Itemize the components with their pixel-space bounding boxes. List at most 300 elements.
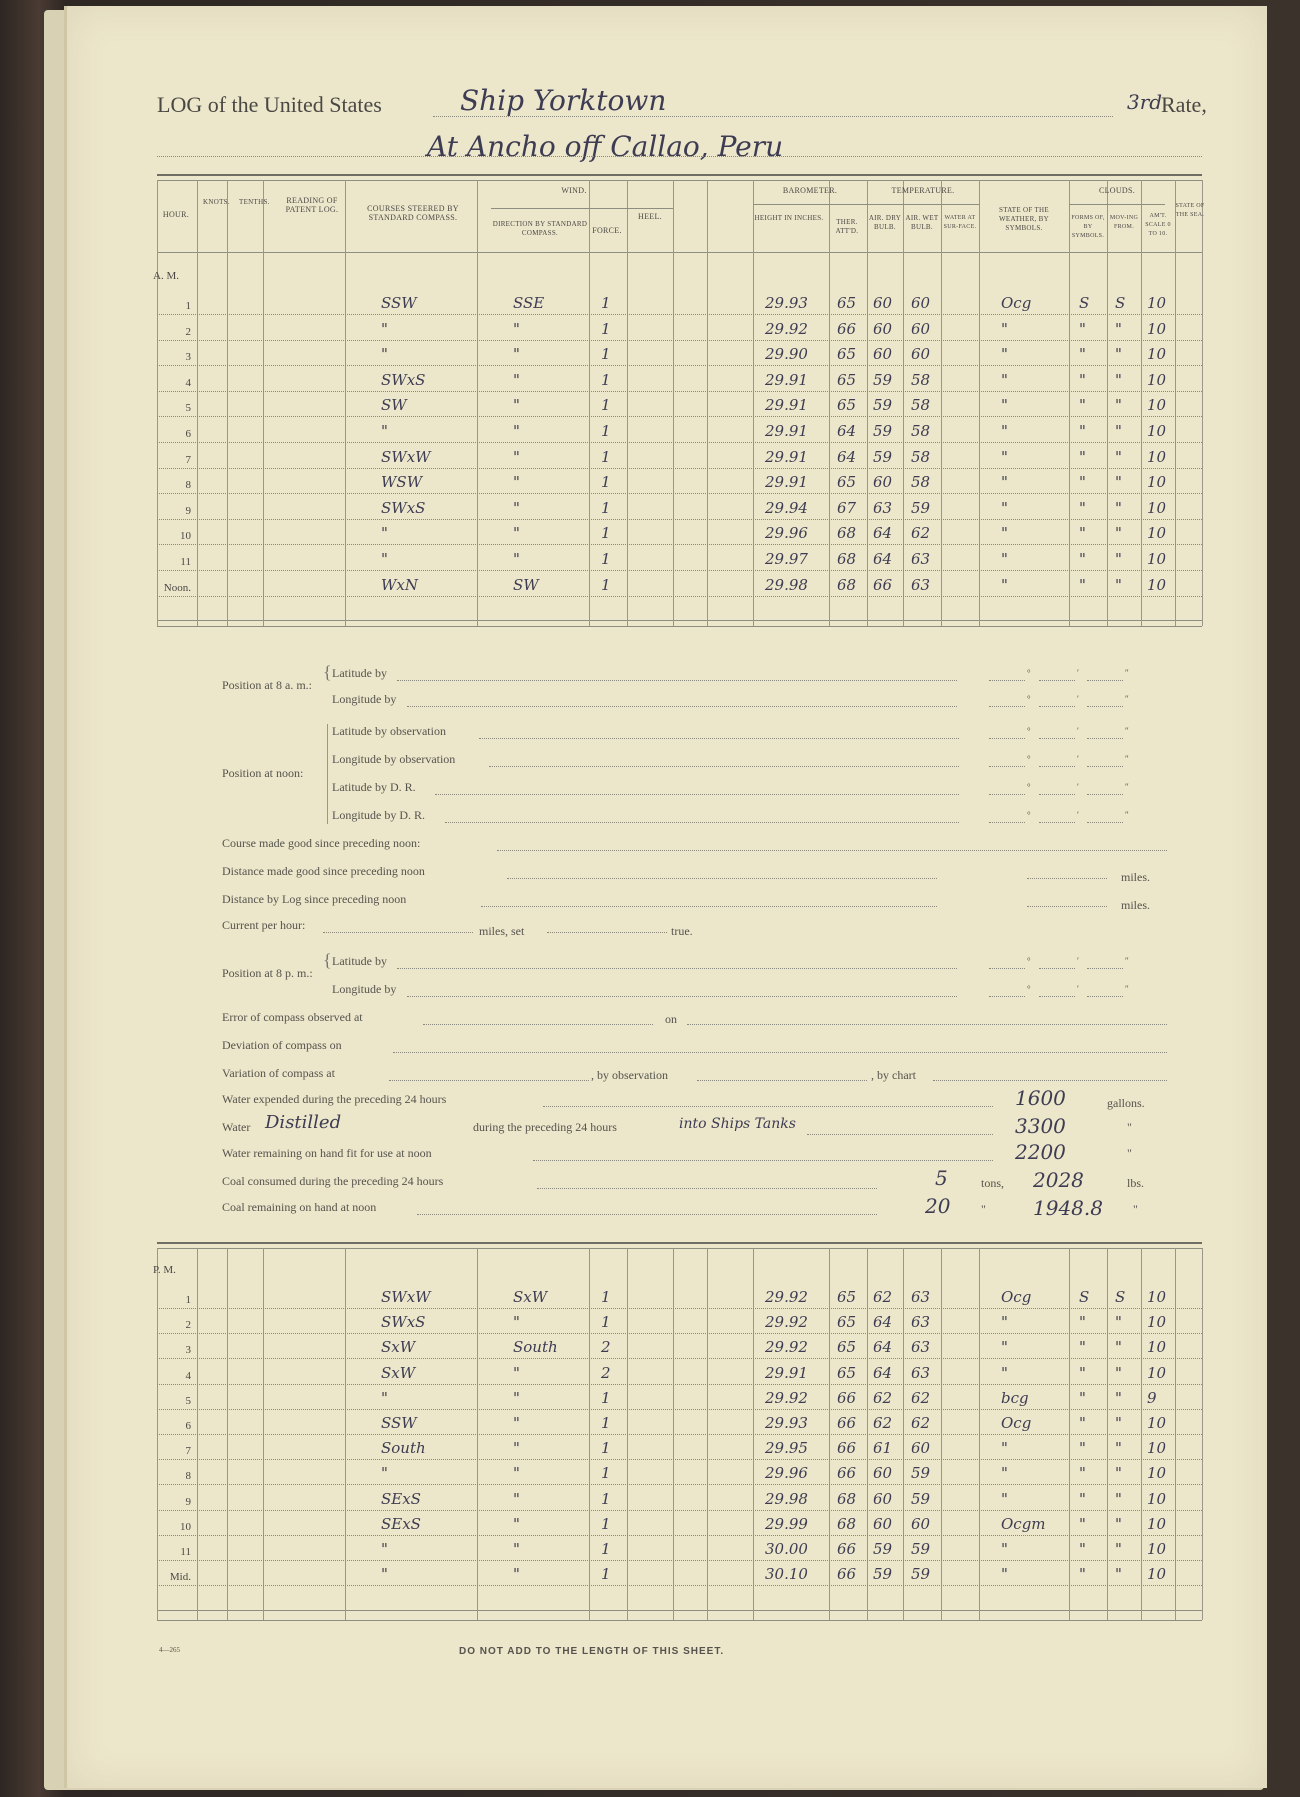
- am-air-wet-bulb: 62: [911, 524, 931, 543]
- pm-air-dry-bulb: 60: [873, 1514, 893, 1533]
- am-cloud-amount: 10: [1147, 575, 1167, 594]
- am-table-top: [157, 174, 1202, 176]
- col-knots: KNOTS.: [203, 198, 230, 206]
- am-weather-state: ": [1001, 550, 1008, 568]
- am-wind-force: 1: [601, 422, 611, 440]
- pm-air-wet-bulb: 60: [911, 1514, 931, 1533]
- pm-wind-direction: ": [513, 1363, 520, 1382]
- column-divider: [1175, 180, 1176, 626]
- dms-mark: °: [1027, 754, 1031, 764]
- am-barometer-ther: 65: [837, 345, 857, 364]
- am-wind-force: 1: [601, 575, 611, 594]
- pm-barometer-height: 29.92: [765, 1338, 808, 1357]
- am-cloud-moving: ": [1115, 319, 1122, 338]
- pm-wind-force: 2: [601, 1338, 611, 1357]
- dms-blank: [989, 766, 1025, 767]
- ship-name: Ship Yorktown: [460, 84, 667, 117]
- am-cloud-amount: 10: [1147, 294, 1167, 312]
- deviation-label: Deviation of compass on: [222, 1038, 342, 1052]
- pm-wind-direction: ": [513, 1439, 520, 1458]
- am-barometer-ther: 64: [837, 447, 857, 466]
- clouds-subheader-line: [1069, 204, 1165, 205]
- am-hour: 3: [185, 351, 191, 364]
- am-course: ": [381, 524, 388, 543]
- row-rule: [157, 1459, 1202, 1460]
- col-baro-height: HEIGHT IN INCHES.: [754, 214, 824, 222]
- col-clouds: CLOUDS.: [1098, 186, 1136, 195]
- current-label: Current per hour:: [222, 918, 306, 932]
- course-made-label: Course made good since preceding noon:: [222, 836, 421, 850]
- pm-cloud-amount: 10: [1147, 1540, 1167, 1558]
- pm-wind-force: 1: [601, 1540, 611, 1558]
- am-cloud-forms: ": [1079, 447, 1086, 466]
- pm-barometer-height: 29.92: [765, 1388, 808, 1407]
- pm-table-bottom2: [157, 1620, 1202, 1621]
- am-barometer-height: 29.93: [765, 294, 808, 312]
- row-rule: [157, 468, 1202, 469]
- pm-course: SWxW: [381, 1288, 431, 1306]
- ship-location: At Ancho off Callao, Peru: [427, 130, 784, 163]
- dist-log-label: Distance by Log since preceding noon: [222, 892, 407, 906]
- row-rule: [157, 1409, 1202, 1410]
- pm-wind-force: 1: [601, 1288, 611, 1306]
- am-table-bottom2: [157, 626, 1202, 627]
- pm-cloud-amount: 10: [1147, 1514, 1167, 1533]
- water-during-label: during the preceding 24 hours: [473, 1120, 617, 1134]
- pm-cloud-moving: ": [1115, 1565, 1122, 1584]
- brace-8pm: {: [323, 950, 332, 970]
- pm-barometer-ther: 66: [837, 1439, 857, 1458]
- am-weather-state: ": [1001, 498, 1008, 517]
- col-wind-force: FORCE.: [592, 226, 622, 235]
- column-divider: [1141, 180, 1142, 626]
- coal-remaining-label: Coal remaining on hand at noon: [222, 1200, 377, 1214]
- dms-blank: [989, 706, 1025, 707]
- am-hour: 11: [180, 556, 191, 568]
- dist-log-value-line: [1027, 906, 1107, 907]
- am-weather-state: ": [1001, 575, 1008, 594]
- dms-mark: ′: [1077, 668, 1079, 678]
- course-made-line: [497, 850, 1167, 851]
- pm-barometer-ther: 65: [837, 1288, 857, 1306]
- am-wind-force: 1: [601, 550, 611, 568]
- am-cloud-amount: 10: [1147, 422, 1167, 440]
- dms-mark: °: [1027, 810, 1031, 820]
- am-cloud-amount: 10: [1147, 447, 1167, 466]
- water-distilled-label: Water: [222, 1120, 251, 1134]
- location-dotted-line: [157, 156, 1202, 157]
- am-air-dry-bulb: 63: [873, 498, 893, 517]
- pm-barometer-height: 29.96: [765, 1464, 808, 1483]
- col-tenths: TENTHS.: [239, 198, 270, 206]
- pm-cloud-amount: 10: [1147, 1363, 1167, 1382]
- am-air-dry-bulb: 59: [873, 422, 893, 440]
- am-air-wet-bulb: 58: [911, 370, 931, 389]
- pm-wind-direction: South: [513, 1338, 558, 1357]
- pm-barometer-height: 29.98: [765, 1489, 808, 1508]
- am-label: A. M.: [153, 270, 179, 282]
- col-wind: WIND.: [561, 186, 587, 195]
- pm-course: SSW: [381, 1414, 417, 1432]
- dms-blank: [989, 968, 1025, 969]
- am-barometer-height: 29.92: [765, 319, 808, 338]
- am-cloud-moving: ": [1115, 396, 1122, 415]
- dms-blank: [1087, 680, 1123, 681]
- dms-blank: [1039, 822, 1075, 823]
- pm-hour: 4: [185, 1369, 191, 1382]
- noon-lat-obs-label: Latitude by observation: [332, 724, 446, 738]
- am-cloud-forms: S: [1079, 294, 1090, 312]
- column-divider: [941, 180, 942, 626]
- col-air-wet: AIR. WET BULB.: [905, 214, 939, 231]
- am-barometer-ther: 64: [837, 422, 857, 440]
- pm-cloud-amount: 10: [1147, 1288, 1167, 1306]
- am-air-dry-bulb: 60: [873, 319, 893, 338]
- coal-consumed-lbs-unit: lbs.: [1127, 1176, 1145, 1190]
- pm-air-dry-bulb: 64: [873, 1313, 893, 1332]
- pos-8am-lat-line: [397, 680, 957, 681]
- pm-weather-state: ": [1001, 1464, 1008, 1483]
- am-barometer-height: 29.91: [765, 473, 808, 492]
- pm-wind-direction: ": [513, 1388, 520, 1407]
- am-wind-direction: ": [513, 319, 520, 338]
- dms-blank: [1039, 996, 1075, 997]
- am-barometer-ther: 68: [837, 550, 857, 568]
- pm-cloud-moving: ": [1115, 1439, 1122, 1458]
- am-barometer-height: 29.91: [765, 422, 808, 440]
- footer-notice: DO NOT ADD TO THE LENGTH OF THIS SHEET.: [459, 1646, 725, 1657]
- pm-cloud-forms: ": [1079, 1464, 1086, 1483]
- dms-mark: ″: [1125, 754, 1129, 764]
- pm-cloud-amount: 9: [1147, 1388, 1157, 1407]
- current-set-line: [547, 932, 667, 933]
- am-barometer-height: 29.97: [765, 550, 808, 568]
- am-wind-direction: ": [513, 447, 520, 466]
- row-rule: [157, 1434, 1202, 1435]
- water-expended-value: 1600: [1015, 1086, 1066, 1110]
- am-wind-direction: ": [513, 396, 520, 415]
- current-value-line: [323, 932, 473, 933]
- column-divider: [227, 180, 228, 626]
- pm-weather-state: ": [1001, 1363, 1008, 1382]
- pm-cloud-moving: ": [1115, 1338, 1122, 1357]
- pm-course: SExS: [381, 1514, 421, 1533]
- am-cloud-forms: ": [1079, 396, 1086, 415]
- pm-air-dry-bulb: 64: [873, 1363, 893, 1382]
- error-on-line: [687, 1024, 1167, 1025]
- dms-mark: ′: [1077, 810, 1079, 820]
- pm-air-wet-bulb: 63: [911, 1288, 931, 1306]
- dms-mark: ″: [1125, 984, 1129, 994]
- pm-barometer-height: 29.92: [765, 1313, 808, 1332]
- pos-8am-lat-label: Latitude by: [332, 666, 387, 680]
- pm-cloud-amount: 10: [1147, 1464, 1167, 1483]
- am-barometer-ther: 65: [837, 294, 857, 312]
- water-remaining-value: 2200: [1015, 1140, 1066, 1164]
- am-cloud-amount: 10: [1147, 550, 1167, 568]
- pm-weather-state: ": [1001, 1313, 1008, 1332]
- am-barometer-height: 29.94: [765, 498, 808, 517]
- pos-8am-long-line: [407, 706, 957, 707]
- col-heel: HEEL.: [638, 212, 662, 221]
- am-barometer-height: 29.96: [765, 524, 808, 543]
- row-rule: [157, 519, 1202, 520]
- am-course: ": [381, 422, 388, 440]
- am-course: SWxS: [381, 498, 426, 517]
- dms-mark: ″: [1125, 782, 1129, 792]
- column-divider: [197, 180, 198, 626]
- am-course: WSW: [381, 473, 423, 492]
- pm-wind-force: 1: [601, 1514, 611, 1533]
- am-cloud-forms: ": [1079, 422, 1086, 440]
- noon-lat-dr-line: [435, 794, 959, 795]
- am-wind-direction: SSE: [513, 294, 545, 312]
- col-hour: HOUR.: [162, 210, 190, 219]
- column-divider: [753, 180, 754, 626]
- pm-hour: 8: [185, 1470, 191, 1483]
- variation-obs-line: [697, 1080, 867, 1081]
- pm-air-dry-bulb: 61: [873, 1439, 893, 1458]
- deviation-line: [393, 1052, 1167, 1053]
- pm-hour: Mid.: [169, 1571, 191, 1584]
- log-title-prefix: LOG of the United States: [157, 92, 382, 117]
- am-wind-direction: SW: [513, 575, 539, 594]
- am-weather-state: ": [1001, 447, 1008, 466]
- am-wind-force: 1: [601, 498, 611, 517]
- pm-course: ": [381, 1388, 388, 1407]
- dms-blank: [1087, 766, 1123, 767]
- pm-barometer-height: 30.10: [765, 1565, 808, 1584]
- dms-blank: [989, 794, 1025, 795]
- row-rule: [157, 314, 1202, 315]
- am-weather-state: ": [1001, 422, 1008, 440]
- pm-hour: 5: [185, 1394, 191, 1407]
- dms-blank: [1039, 794, 1075, 795]
- pm-wind-force: 2: [601, 1363, 611, 1382]
- dist-made-label: Distance made good since preceding noon: [222, 864, 425, 878]
- dist-log-line: [481, 906, 937, 907]
- am-wind-direction: ": [513, 498, 520, 517]
- am-wind-direction: ": [513, 524, 520, 543]
- pm-air-wet-bulb: 59: [911, 1540, 931, 1558]
- am-weather-state: ": [1001, 319, 1008, 338]
- row-rule: [157, 1510, 1202, 1511]
- am-course: WxN: [381, 575, 419, 594]
- am-air-dry-bulb: 64: [873, 550, 893, 568]
- pm-weather-state: ": [1001, 1565, 1008, 1584]
- wind-subheader-line: [491, 208, 673, 209]
- am-wind-direction: ": [513, 345, 520, 364]
- dms-mark: ′: [1077, 956, 1079, 966]
- col-cloud-moving: MOV-ING FROM.: [1109, 215, 1139, 230]
- am-air-dry-bulb: 60: [873, 345, 893, 364]
- error-label: Error of compass observed at: [222, 1010, 363, 1024]
- dms-blank: [1039, 706, 1075, 707]
- am-barometer-height: 29.98: [765, 575, 808, 594]
- dms-blank: [1087, 738, 1123, 739]
- am-weather-state: ": [1001, 524, 1008, 543]
- am-cloud-amount: 10: [1147, 345, 1167, 364]
- pos-8pm-lat-line: [397, 968, 957, 969]
- pm-cloud-moving: ": [1115, 1313, 1122, 1332]
- am-wind-force: 1: [601, 370, 611, 389]
- pm-air-dry-bulb: 62: [873, 1288, 893, 1306]
- pm-cloud-forms: ": [1079, 1338, 1086, 1357]
- pm-air-wet-bulb: 60: [911, 1439, 931, 1458]
- row-rule: [157, 365, 1202, 366]
- am-wind-direction: ": [513, 473, 520, 492]
- am-hour: 8: [185, 479, 191, 492]
- pm-course: ": [381, 1540, 388, 1558]
- am-barometer-ther: 65: [837, 473, 857, 492]
- column-divider: [627, 180, 628, 626]
- pm-weather-state: bcg: [1001, 1388, 1029, 1407]
- pm-cloud-moving: S: [1115, 1288, 1126, 1306]
- pm-barometer-height: 29.91: [765, 1363, 808, 1382]
- pm-course: ": [381, 1565, 388, 1584]
- pm-cloud-forms: ": [1079, 1388, 1086, 1407]
- pm-hour: 3: [185, 1344, 191, 1357]
- pm-cloud-forms: ": [1079, 1514, 1086, 1533]
- pm-barometer-ther: 66: [837, 1565, 857, 1584]
- coal-consumed-label: Coal consumed during the preceding 24 hours: [222, 1174, 444, 1188]
- row-rule: [157, 1484, 1202, 1485]
- am-cloud-forms: ": [1079, 319, 1086, 338]
- dms-mark: ″: [1125, 956, 1129, 966]
- am-hour: 9: [185, 504, 191, 517]
- noon-lat-dr-label: Latitude by D. R.: [332, 780, 416, 794]
- pos-noon-label: Position at noon:: [222, 766, 304, 780]
- row-rule: [157, 442, 1202, 443]
- am-hour: 4: [185, 376, 191, 389]
- am-hour: 5: [185, 402, 191, 415]
- am-air-wet-bulb: 60: [911, 345, 931, 364]
- row-rule: [157, 340, 1202, 341]
- col-weather: STATE OF THE WEATHER, BY SYMBOLS.: [999, 206, 1049, 232]
- pm-cloud-moving: ": [1115, 1489, 1122, 1508]
- am-air-wet-bulb: 63: [911, 575, 931, 594]
- col-water-surface: WATER AT SUR-FACE.: [943, 215, 977, 230]
- am-cloud-forms: ": [1079, 575, 1086, 594]
- log-sheet: [64, 6, 1267, 1788]
- am-air-wet-bulb: 63: [911, 550, 931, 568]
- pm-air-dry-bulb: 59: [873, 1540, 893, 1558]
- dms-blank: [1087, 706, 1123, 707]
- column-divider: [673, 180, 674, 626]
- water-distilled-value: 3300: [1015, 1114, 1066, 1138]
- am-cloud-amount: 10: [1147, 396, 1167, 415]
- form-number: 4—265: [159, 1646, 180, 1654]
- pm-hour: 10: [180, 1520, 191, 1533]
- pm-barometer-ther: 66: [837, 1414, 857, 1432]
- am-cloud-moving: ": [1115, 370, 1122, 389]
- pm-hour: 6: [185, 1420, 191, 1432]
- pm-course: ": [381, 1464, 388, 1483]
- dms-blank: [1087, 822, 1123, 823]
- coal-remaining-line: [417, 1214, 877, 1215]
- pos-8pm-long-label: Longitude by: [332, 982, 397, 996]
- dms-blank: [989, 738, 1025, 739]
- row-rule: [157, 1585, 1202, 1586]
- pm-wind-force: 1: [601, 1565, 611, 1584]
- coal-remaining-tons-ditto: ": [981, 1202, 986, 1216]
- am-hour: 2: [185, 325, 191, 338]
- column-divider: [263, 180, 264, 626]
- row-rule: [157, 493, 1202, 494]
- dms-mark: ′: [1077, 984, 1079, 994]
- pm-cloud-forms: ": [1079, 1414, 1086, 1432]
- ship-rate: 3rd: [1127, 90, 1163, 114]
- dms-blank: [1039, 968, 1075, 969]
- am-air-dry-bulb: 64: [873, 524, 893, 543]
- pm-hour: 11: [180, 1546, 191, 1558]
- am-cloud-moving: ": [1115, 345, 1122, 364]
- am-weather-state: ": [1001, 396, 1008, 415]
- pm-weather-state: ": [1001, 1439, 1008, 1458]
- coal-consumed-tons-unit: tons,: [981, 1176, 1005, 1190]
- water-distilled-line: [807, 1134, 993, 1135]
- am-barometer-ther: 68: [837, 524, 857, 543]
- am-weather-state: ": [1001, 370, 1008, 389]
- pm-course: SExS: [381, 1489, 421, 1508]
- dms-mark: °: [1027, 668, 1031, 678]
- dms-mark: °: [1027, 694, 1031, 704]
- pm-cloud-moving: ": [1115, 1514, 1122, 1533]
- am-table-top2: [157, 180, 1202, 181]
- dms-mark: °: [1027, 984, 1031, 994]
- dms-blank: [989, 822, 1025, 823]
- coal-consumed-line: [537, 1188, 877, 1189]
- pm-barometer-ther: 65: [837, 1313, 857, 1332]
- pm-weather-state: Ocg: [1001, 1414, 1032, 1432]
- pm-cloud-amount: 10: [1147, 1439, 1167, 1458]
- pm-barometer-ther: 65: [837, 1363, 857, 1382]
- pm-wind-force: 1: [601, 1414, 611, 1432]
- am-wind-force: 1: [601, 319, 611, 338]
- row-rule: [157, 1358, 1202, 1359]
- am-cloud-amount: 10: [1147, 319, 1167, 338]
- row-rule: [157, 1384, 1202, 1385]
- pm-cloud-amount: 10: [1147, 1565, 1167, 1584]
- am-course: ": [381, 319, 388, 338]
- pm-course: SWxS: [381, 1313, 426, 1332]
- am-air-wet-bulb: 59: [911, 498, 931, 517]
- am-hour: 7: [185, 453, 191, 466]
- pm-table-top: [157, 1242, 1202, 1244]
- coal-remaining-tons: 20: [925, 1194, 951, 1218]
- pm-hour: 9: [185, 1495, 191, 1508]
- am-barometer-ther: 66: [837, 319, 857, 338]
- water-remaining-line: [533, 1160, 993, 1161]
- dist-made-miles: miles.: [1121, 870, 1150, 884]
- pm-barometer-ther: 65: [837, 1338, 857, 1357]
- pos-8pm-lat-label: Latitude by: [332, 954, 387, 968]
- am-cloud-moving: ": [1115, 473, 1122, 492]
- am-cloud-moving: ": [1115, 422, 1122, 440]
- column-divider: [1202, 180, 1203, 626]
- pm-air-wet-bulb: 59: [911, 1464, 931, 1483]
- column-divider: [1202, 1248, 1203, 1620]
- am-wind-force: 1: [601, 524, 611, 543]
- am-wind-direction: ": [513, 422, 520, 440]
- col-cloud-forms: FORMS OF, BY SYMBOLS.: [1071, 215, 1105, 239]
- pm-wind-force: 1: [601, 1313, 611, 1332]
- am-wind-force: 1: [601, 396, 611, 415]
- column-divider: [345, 180, 346, 626]
- dms-mark: °: [1027, 726, 1031, 736]
- am-barometer-ther: 68: [837, 575, 857, 594]
- pm-air-dry-bulb: 64: [873, 1338, 893, 1357]
